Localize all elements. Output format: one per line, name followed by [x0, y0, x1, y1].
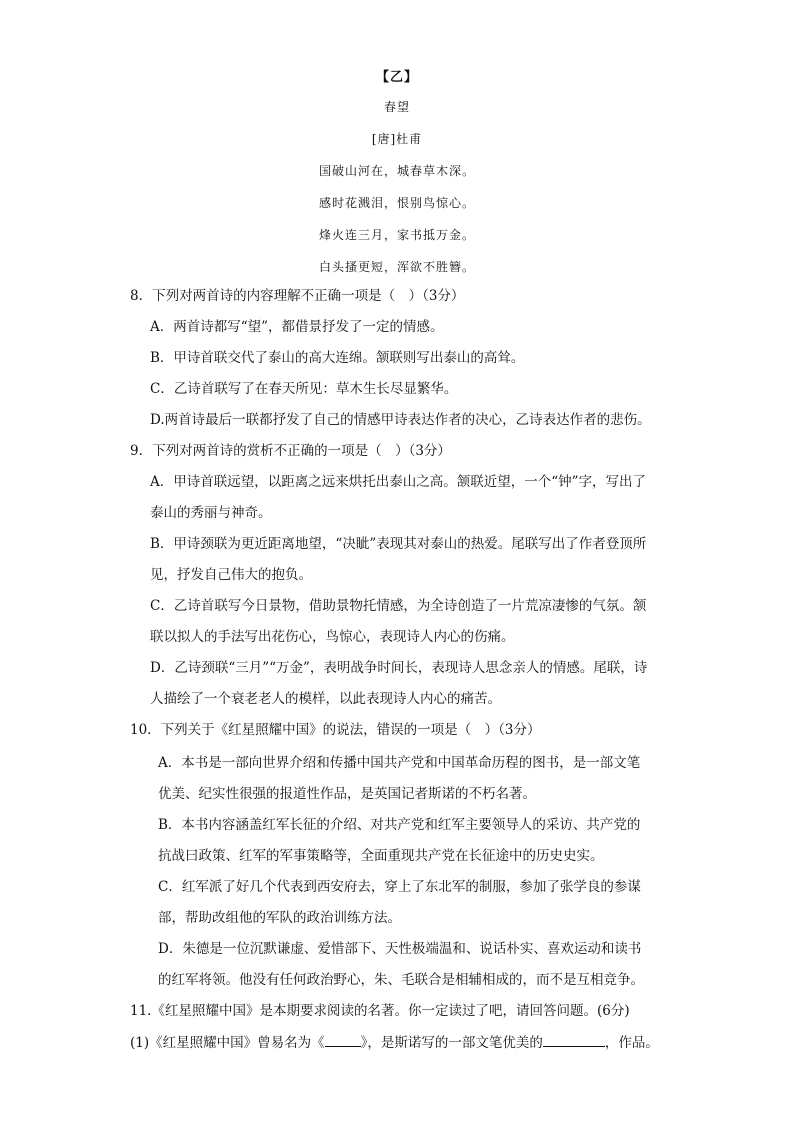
section-label: 【乙】 — [375, 70, 418, 85]
question-9-stem: 9．下列对两首诗的赏析不正确的一项是（ ）（3分） — [130, 443, 451, 459]
question-8-option-d: D.两首诗最后一联都抒发了自己的情感甲诗表达作者的决心，乙诗表达作者的悲伤。 — [150, 412, 651, 428]
question-9-option-a-cont: 泰山的秀丽与神奇。 — [150, 505, 272, 521]
question-9-option-d-cont: 人描绘了一个衰老老人的模样，以此表现诗人内心的痛苦。 — [150, 691, 501, 707]
question-10-stem: 10．下列关于《红星照耀中国》的说法，错误的一项是（ ）（3分） — [130, 722, 541, 738]
question-9-option-d: D．乙诗颈联“三月”“万金”，表明战争时间长，表现诗人思念亲人的情感。尾联，诗 — [150, 660, 648, 676]
question-10-option-c-cont: 部，帮助改组他的军队的政治训练方法。 — [158, 910, 401, 926]
question-9-option-a: A．甲诗首联远望，以距离之远来烘托出泰山之高。颔联近望，一个“钟”字，写出了 — [150, 474, 647, 490]
question-11-sub-1 — [130, 1032, 659, 1053]
poem-line: 烽火连三月，家书抵万金。 — [318, 228, 475, 242]
question-10-option-d: D．朱德是一位沉默谦虚、爱惜部下、天性极端温和、说话朴实、喜欢运动和读书 — [158, 941, 642, 957]
question-10-option-d-cont: 的红军将领。他没有任何政治野心，朱、毛联合是相辅相成的，而不是互相竞争。 — [158, 972, 644, 988]
question-10-option-c: C．红军派了好几个代表到西安府去，穿上了东北军的制服，参加了张学良的参谋 — [158, 879, 641, 895]
question-9-option-c-cont: 联以拟人的手法写出花伤心，鸟惊心，表现诗人内心的伤痛。 — [150, 629, 515, 645]
answer-blank-book-name[interactable] — [325, 1032, 361, 1047]
question-11-sub-1-text-b: 》，是斯诺写的一部文笔优美的 — [360, 1035, 543, 1051]
question-9-option-b-cont: 见，抒发自己伟大的抱负。 — [150, 567, 312, 583]
poem-title: 春望 — [383, 100, 410, 114]
question-8-option-b: B．甲诗首联交代了泰山的高大连绵。颔联则写出泰山的高耸。 — [150, 350, 525, 366]
poem-author: [唐]杜甫 — [371, 132, 423, 146]
question-9-option-b: B．甲诗颈联为更近距离地望，“决眦”表现其对泰山的热爱。尾联写出了作者登顶所 — [150, 536, 647, 552]
answer-blank-genre[interactable] — [543, 1032, 605, 1047]
question-11-sub-1-text-a: (1)《红星照耀中国》曾易名为《 — [130, 1035, 325, 1051]
question-10-option-b: B．本书内容涵盖红军长征的介绍、对共产党和红军主要领导人的采访、共产党的 — [158, 817, 641, 833]
poem-line: 白头搔更短，浑欲不胜簪。 — [318, 260, 475, 274]
question-10-option-a-cont: 优美、纪实性很强的报道性作品，是英国记者斯诺的不朽名著。 — [158, 786, 536, 802]
question-9-option-c: C．乙诗首联写今日景物，借助景物托情感，为全诗创造了一片荒凉凄惨的气氛。颔 — [150, 598, 647, 614]
question-8-option-c: C．乙诗首联写了在春天所见：草木生长尽显繁华。 — [150, 381, 458, 397]
poem-line: 国破山河在，城春草木深。 — [318, 164, 475, 178]
question-10-option-a: A．本书是一部向世界介绍和传播中国共产党和中国革命历程的图书，是一部文笔 — [158, 755, 641, 771]
question-11-sub-1-text-c: ，作品。 — [604, 1035, 659, 1051]
question-8-option-a: A．两首诗都写“望”，都借景抒发了一定的情感。 — [150, 319, 444, 335]
poem-line: 感时花溅泪，恨别鸟惊心。 — [318, 196, 475, 210]
question-8-stem: 8．下列对两首诗的内容理解不正确一项是（ ）（3分） — [130, 288, 465, 304]
question-11-stem: 11.《红星照耀中国》是本期要求阅读的名著。你一定读过了吧，请回答问题。(6分) — [130, 1003, 630, 1019]
question-10-option-b-cont: 抗战曰政策、红军的军事策略等，全面重现共产党在长征途中的历史史实。 — [158, 848, 604, 864]
